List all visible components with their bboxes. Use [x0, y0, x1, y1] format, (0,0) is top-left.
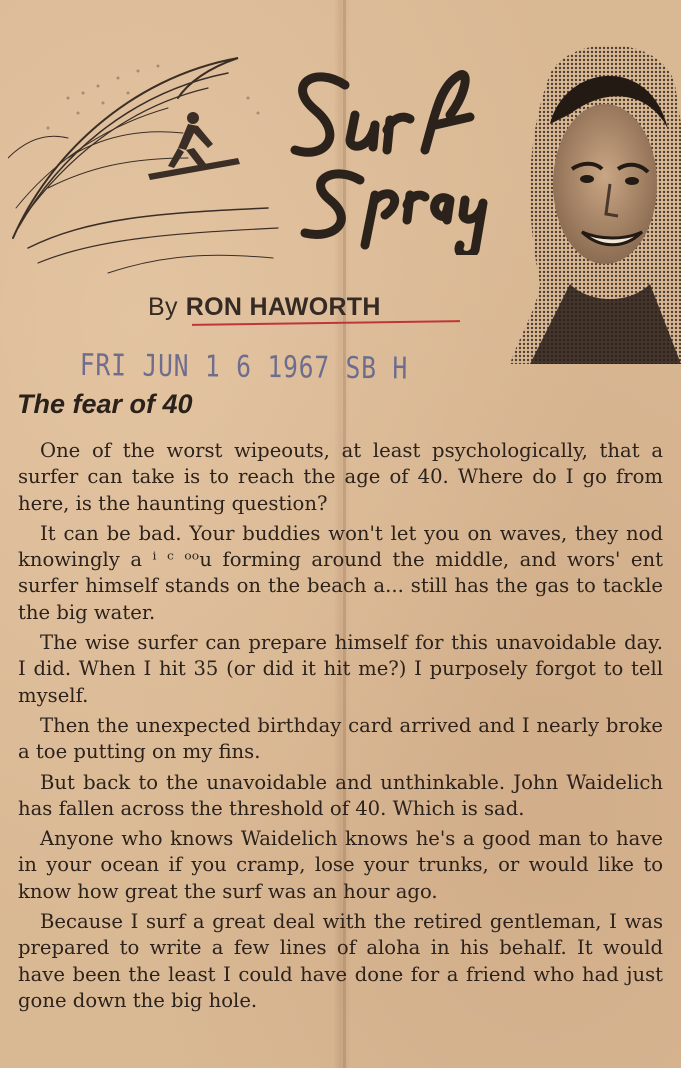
article-paragraph: The wise surfer can prepare himself for this unavoidable day. I did. When I hit 35 (or did it hit me?) I purposely forgot to tell myself.	[18, 631, 663, 707]
date-stamp: FRI JUN 1 6 1967 SB H	[79, 348, 409, 387]
author-name: RON HAWORTH	[185, 293, 381, 321]
column-header	[0, 0, 681, 387]
article-paragraph: Because I surf a great deal with the retired gentleman, I was prepared to write a few lines of aloha in his behalf. It would have been the least I could have done for a friend who had just gone down the big hole.	[18, 910, 663, 1012]
article-paragraph: Then the unexpected birthday card arrived and I nearly broke a toe putting on my fins.	[18, 713, 663, 764]
byline-prefix: By	[148, 293, 178, 321]
article-paragraph: But back to the unavoidable and unthinkable. John Waidelich has fallen across the threshold of 40. Which is sad.	[18, 770, 663, 820]
surfer-wave-illustration	[8, 38, 288, 278]
byline	[148, 293, 381, 322]
article-paragraph: It can be bad. Your buddies won't let you on waves, they nod knowingly a ⁱ ᶜ ᵒᵒu forming around the middle, and wors' ent surfer himself stands on the beach a... still has the gas to tackle the big water.	[18, 521, 663, 624]
article-body	[18, 438, 663, 1018]
surf-spray-logo	[275, 55, 505, 255]
article-paragraph: One of the worst wipeouts, at least psychologically, that a surfer can take is to reach the age of 40. Where do I go from here, is the haunting question?	[18, 439, 663, 515]
article-paragraph: Anyone who knows Waidelich knows he's a good man to have in your ocean if you cramp, lose your trunks, or would like to know how great the surf was an hour ago.	[18, 827, 663, 903]
article-headline: The fear of 40	[17, 389, 193, 419]
author-photo	[510, 34, 681, 364]
